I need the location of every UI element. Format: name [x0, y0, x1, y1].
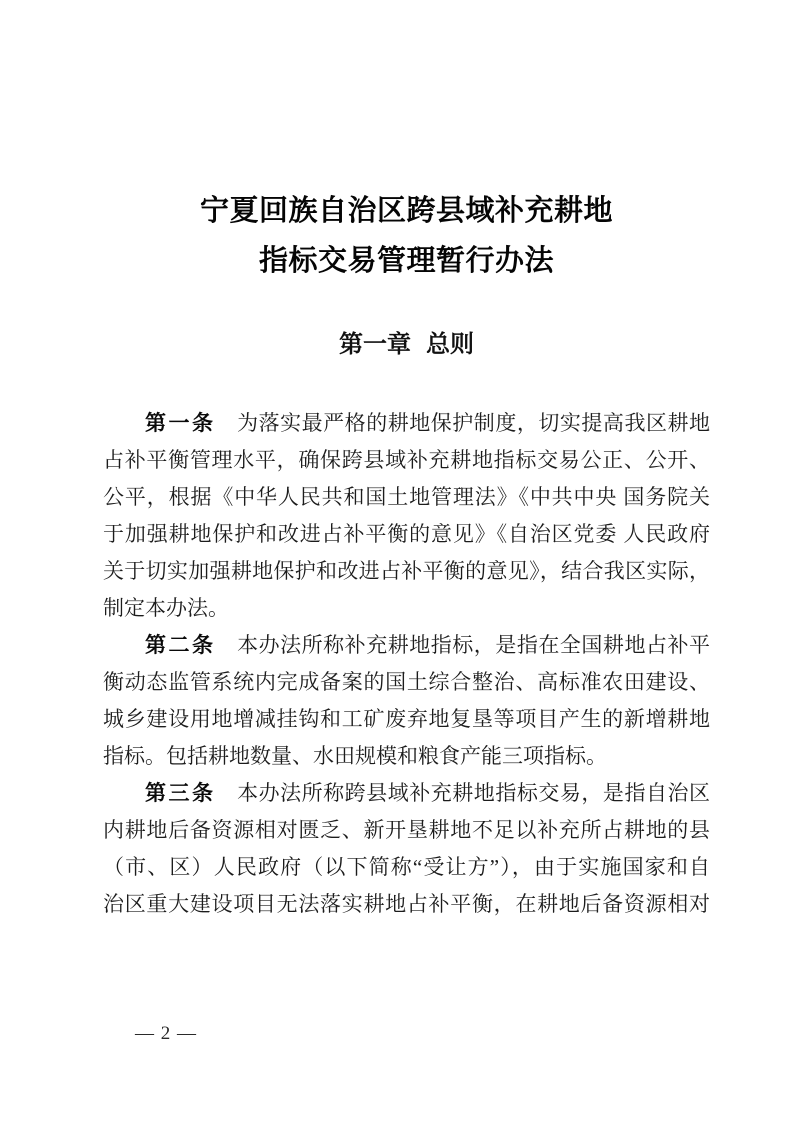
- text-line-content: 本办法所称补充耕地指标，是指在全国耕地占补平: [215, 633, 711, 657]
- text-line: [103, 405, 710, 442]
- text-line: 指标。包括耕地数量、水田规模和粮食产能三项指标。: [103, 744, 607, 768]
- chapter-name: 总则: [426, 331, 474, 358]
- chapter-heading: [103, 327, 710, 363]
- text-line: 内耕地后备资源相对匮乏、新开垦耕地不足以补充所占耕地的县: [103, 818, 710, 842]
- text-line: （市、区）人民政府（以下简称“受让方”），由于实施国家和自: [103, 855, 710, 879]
- text-line: 于加强耕地保护和改进占补平衡的意见》《自治区党委 人民政府: [103, 522, 710, 546]
- text-line: 占补平衡管理水平，确保跨县域补充耕地指标交易公正、公开、: [103, 448, 710, 472]
- article-number: 第一条: [145, 412, 216, 435]
- text-line: 衡动态监管系统内完成备案的国土综合整治、高标准农田建设、: [103, 670, 710, 694]
- document-title-line-1: 宁夏回族自治区跨县域补充耕地: [199, 195, 613, 227]
- text-line: 关于切实加强耕地保护和改进占补平衡的意见》，结合我区实际，: [103, 559, 710, 583]
- document-title-line-2: 指标交易管理暂行办法: [258, 245, 554, 277]
- article-paragraph-2: [103, 627, 710, 775]
- body-text: [103, 405, 710, 923]
- text-line-content: 为落实最严格的耕地保护制度，切实提高我区耕地: [215, 411, 711, 435]
- article-number: 第二条: [145, 634, 216, 657]
- article-paragraph-3: [103, 775, 710, 923]
- text-line: 公平，根据《中华人民共和国土地管理法》《中共中央 国务院关: [103, 485, 710, 509]
- text-line: 治区重大建设项目无法落实耕地占补平衡，在耕地后备资源相对: [103, 892, 710, 916]
- text-line: [103, 627, 710, 664]
- text-line: 城乡建设用地增减挂钩和工矿废弃地复垦等项目产生的新增耕地: [103, 707, 710, 731]
- text-line: 制定本办法。: [103, 596, 229, 620]
- chapter-number: 第一章: [339, 331, 411, 358]
- page-number-footer: — 2 —: [135, 1023, 197, 1044]
- document-content: [103, 0, 710, 923]
- text-line: [103, 775, 710, 812]
- text-line-content: 本办法所称跨县域补充耕地指标交易，是指自治区: [215, 781, 711, 805]
- document-title: [103, 186, 710, 286]
- article-paragraph-1: [103, 405, 710, 627]
- article-number: 第三条: [145, 782, 216, 805]
